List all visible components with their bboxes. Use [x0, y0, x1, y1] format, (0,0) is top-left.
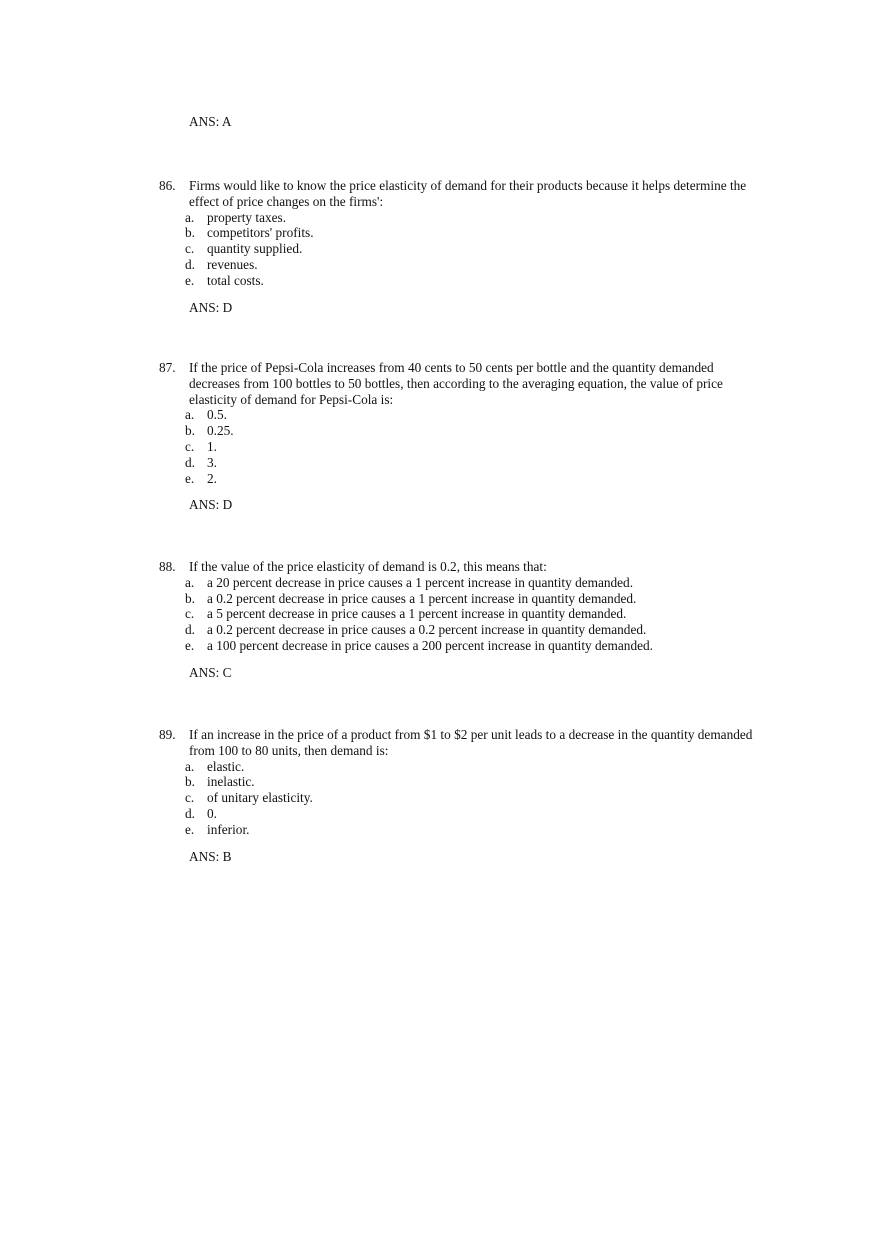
choice-list: [159, 407, 759, 486]
choice-d: d. a 0.2 percent decrease in price causes a 0.2 percent increase in quantity demanded.: [185, 622, 647, 638]
choice-c: c. 1.: [185, 438, 217, 454]
choice-a: a. a 20 percent decrease in price causes a 1 percent increase in quantity demanded.: [185, 574, 634, 590]
question-stem: [159, 559, 759, 575]
choice-e: e. 2.: [185, 470, 217, 486]
answer-key: ANS: B: [189, 848, 232, 864]
question-text: Firms would like to know the price elasticity of demand for their products because it helps determine the effect of price changes on the firms':: [189, 178, 747, 209]
question-89: [159, 727, 759, 864]
choice-b: b. competitors' profits.: [185, 225, 314, 241]
choice-e: e. total costs.: [185, 272, 264, 288]
question-number: 87.: [159, 360, 176, 375]
choice-list: [159, 210, 759, 289]
choice-a: a. 0.5.: [185, 407, 227, 423]
choice-list: [159, 759, 759, 838]
choice-b: b. inelastic.: [185, 774, 255, 790]
question-88: [159, 559, 759, 681]
choice-b: b. a 0.2 percent decrease in price causes a 1 percent increase in quantity demanded.: [185, 590, 637, 606]
choice-c: c. of unitary elasticity.: [185, 790, 313, 806]
question-number: 86.: [159, 178, 176, 193]
question-stem: [159, 727, 759, 759]
question-number: 89.: [159, 727, 176, 742]
choice-list: [159, 575, 759, 654]
choice-c: c. quantity supplied.: [185, 241, 303, 257]
choice-d: d. 0.: [185, 805, 217, 821]
question-stem: [159, 178, 759, 210]
question-87: [159, 360, 759, 513]
answer-key: ANS: D: [189, 299, 233, 315]
choice-c: c. a 5 percent decrease in price causes a 1 percent increase in quantity demanded.: [185, 606, 627, 622]
choice-e: e. inferior.: [185, 821, 250, 837]
choice-e: e. a 100 percent decrease in price causes a 200 percent increase in quantity demanded.: [185, 637, 653, 653]
question-text: If the price of Pepsi-Cola increases from 40 cents to 50 cents per bottle and the quantity demanded decreases from 100 bottles to 50 bottles, then according to the averaging equation, the value of price elasticity of demand for Pepsi-Cola is:: [189, 360, 723, 407]
question-text: If an increase in the price of a product from $1 to $2 per unit leads to a decrease in the quantity demanded from 100 to 80 units, then demand is:: [189, 727, 753, 758]
question-number: 88.: [159, 559, 176, 574]
choice-d: d. 3.: [185, 454, 217, 470]
choice-b: b. 0.25.: [185, 423, 234, 439]
choice-d: d. revenues.: [185, 256, 258, 272]
answer-key: ANS: D: [189, 497, 233, 513]
question-text: If the value of the price elasticity of demand is 0.2, this means that:: [189, 559, 547, 574]
question-stem: [159, 360, 759, 407]
choice-a: a. elastic.: [185, 758, 245, 774]
answer-key: ANS: A: [189, 114, 232, 129]
choice-a: a. property taxes.: [185, 209, 287, 225]
answer-key: ANS: C: [189, 664, 232, 680]
question-86: [159, 178, 759, 315]
